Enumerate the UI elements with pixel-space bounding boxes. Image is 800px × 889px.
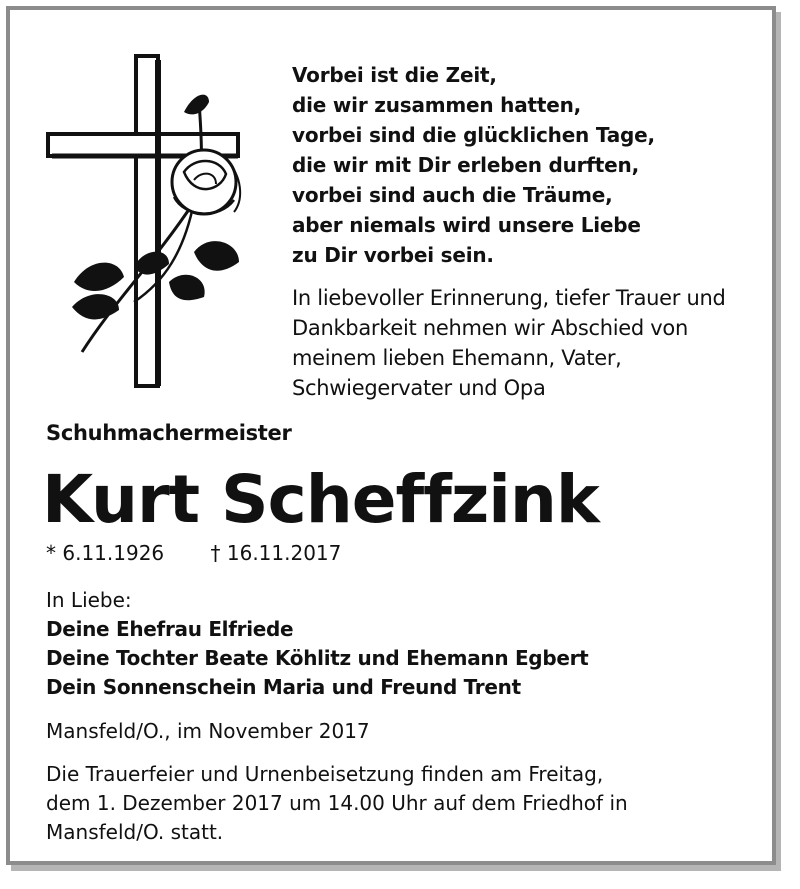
- family-heading: In Liebe:: [46, 588, 132, 612]
- cross-icon: [48, 56, 238, 386]
- intro-line: Schwiegervater und Opa: [292, 376, 546, 400]
- intro-line: meinem lieben Ehemann, Vater,: [292, 346, 622, 370]
- poem-line: vorbei sind die glücklichen Tage,: [292, 123, 655, 147]
- poem-line: zu Dir vorbei sein.: [292, 243, 494, 267]
- life-dates: [46, 541, 341, 565]
- poem: [292, 60, 655, 270]
- deceased-name: Kurt Scheffzink: [42, 461, 599, 538]
- family-member: Deine Tochter Beate Köhlitz und Ehemann Egbert: [46, 646, 589, 670]
- service-line: Die Trauerfeier und Urnenbeisetzung finden am Freitag,: [46, 762, 604, 786]
- service-info: [46, 760, 628, 847]
- family-signature: [46, 586, 588, 702]
- poem-line: die wir zusammen hatten,: [292, 93, 582, 117]
- cross-rose-emblem: [44, 52, 244, 392]
- place-date: Mansfeld/O., im November 2017: [46, 719, 370, 743]
- service-line: Mansfeld/O. statt.: [46, 820, 224, 844]
- poem-line: aber niemals wird unsere Liebe: [292, 213, 641, 237]
- death-date: † 16.11.2017: [210, 541, 342, 565]
- poem-line: vorbei sind auch die Träume,: [292, 183, 613, 207]
- intro-line: Dankbarkeit nehmen wir Abschied von: [292, 316, 688, 340]
- poem-line: die wir mit Dir erleben durften,: [292, 153, 639, 177]
- service-line: dem 1. Dezember 2017 um 14.00 Uhr auf dem Friedhof in: [46, 791, 628, 815]
- profession-title: Schuhmachermeister: [46, 421, 292, 445]
- intro-line: In liebevoller Erinnerung, tiefer Trauer und: [292, 286, 726, 310]
- family-member: Deine Ehefrau Elfriede: [46, 617, 294, 641]
- intro-text: [292, 283, 726, 403]
- poem-line: Vorbei ist die Zeit,: [292, 63, 497, 87]
- birth-date: * 6.11.1926: [46, 541, 165, 565]
- family-member: Dein Sonnenschein Maria und Freund Trent: [46, 675, 521, 699]
